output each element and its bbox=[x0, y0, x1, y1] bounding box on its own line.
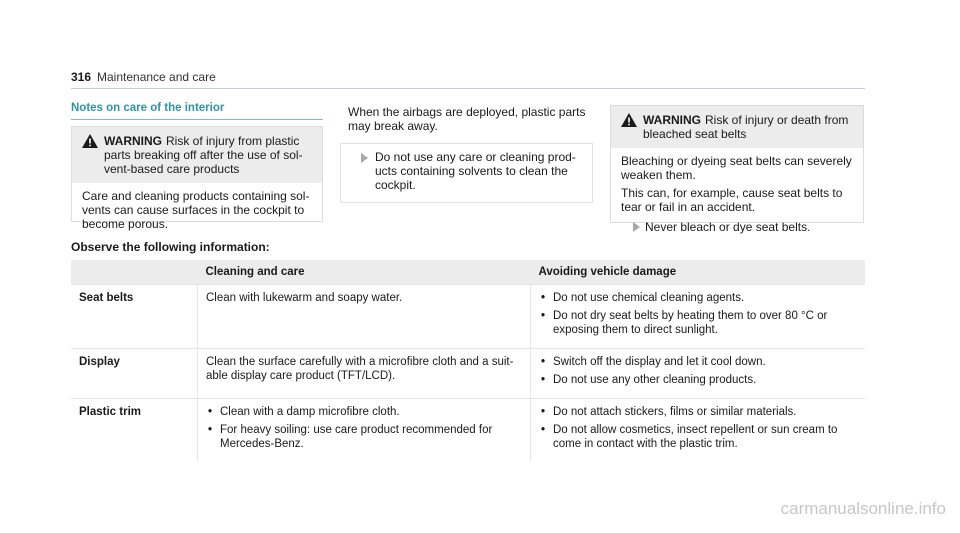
warning-heading: Risk of injury from plastic parts breaking off after the use of sol-vent-based care products bbox=[104, 134, 303, 176]
warning-text: Care and cleaning products containing sol-vents can cause surfaces in the cockpit to become porous. bbox=[82, 189, 310, 231]
care-text: Clean with lukewarm and soapy water. bbox=[206, 292, 403, 304]
airbag-instruction-box bbox=[340, 143, 593, 203]
warning-text: This can, for example, cause seat belts to tear or fail in an accident. bbox=[621, 186, 843, 214]
care-cell bbox=[198, 349, 531, 399]
table-header-row bbox=[71, 260, 865, 285]
list-item: • Do not dry seat belts by heating them to over 80 °C or exposing them to direct sunlight. bbox=[539, 309, 857, 337]
table-row bbox=[71, 349, 865, 399]
arrow-right-icon bbox=[361, 153, 368, 163]
avoid-cell bbox=[531, 399, 866, 463]
observe-heading: Observe the following information: bbox=[71, 240, 270, 254]
warning-heading: Risk of injury or death from bleached seat belts bbox=[643, 113, 849, 141]
avoid-cell bbox=[531, 349, 866, 399]
list-item: • Do not use chemical cleaning agents. bbox=[539, 291, 857, 305]
arrow-right-icon bbox=[633, 222, 640, 232]
list-item: • Do not use any other cleaning products. bbox=[539, 373, 857, 387]
seatbelt-instruction bbox=[621, 220, 855, 234]
section-title: Maintenance and care bbox=[97, 70, 216, 84]
warning-box-seatbelts bbox=[610, 105, 864, 234]
warning-triangle-icon bbox=[82, 134, 98, 148]
list-item: • For heavy soiling: use care product recommended for Mercedes-Benz. bbox=[206, 423, 522, 451]
avoid-cell bbox=[531, 285, 866, 349]
care-cell bbox=[198, 399, 531, 463]
warning-label: WARNING bbox=[104, 134, 162, 148]
warning-header bbox=[611, 106, 863, 148]
page-number: 316 bbox=[71, 70, 92, 84]
table-header-cell: Cleaning and care bbox=[198, 260, 531, 285]
care-cell bbox=[198, 285, 531, 349]
warning-text: Bleaching or dyeing seat belts can severely weaken them. bbox=[621, 154, 852, 182]
row-label: Display bbox=[71, 349, 198, 399]
seatbelt-instruction-text: Never bleach or dye seat belts. bbox=[645, 220, 811, 234]
warning-label: WARNING bbox=[643, 113, 701, 127]
table-row bbox=[71, 399, 865, 463]
airbag-text: When the airbags are deployed, plastic parts may break away. bbox=[348, 105, 586, 133]
warning-triangle-icon bbox=[621, 113, 637, 127]
care-text: Clean the surface carefully with a microfibre cloth and a suit-able display care product (TFT/LCD). bbox=[206, 356, 514, 382]
care-table bbox=[71, 260, 865, 462]
warning-box-plastic bbox=[71, 126, 323, 231]
table-row bbox=[71, 285, 865, 349]
watermark[interactable]: carmanualsonline.info bbox=[780, 499, 946, 518]
row-label: Seat belts bbox=[71, 285, 198, 349]
warning-body bbox=[72, 183, 322, 243]
list-item: • Clean with a damp microfibre cloth. bbox=[206, 405, 522, 419]
list-item: • Switch off the display and let it cool down. bbox=[539, 355, 857, 369]
warning-body bbox=[611, 148, 863, 242]
airbag-instruction: Do not use any care or cleaning prod-ucts containing solvents to clean the cockpit. bbox=[375, 150, 576, 192]
page-header bbox=[71, 70, 865, 89]
interior-care-title: Notes on care of the interior bbox=[71, 102, 323, 120]
table-header-cell: Avoiding vehicle damage bbox=[531, 260, 866, 285]
list-item: • Do not attach stickers, films or similar materials. bbox=[539, 405, 857, 419]
table-header-cell bbox=[71, 260, 198, 285]
airbag-note bbox=[340, 105, 593, 203]
list-item: • Do not allow cosmetics, insect repellent or sun cream to come in contact with the plastic trim. bbox=[539, 423, 857, 451]
warning-header bbox=[72, 127, 322, 183]
row-label: Plastic trim bbox=[71, 399, 198, 463]
